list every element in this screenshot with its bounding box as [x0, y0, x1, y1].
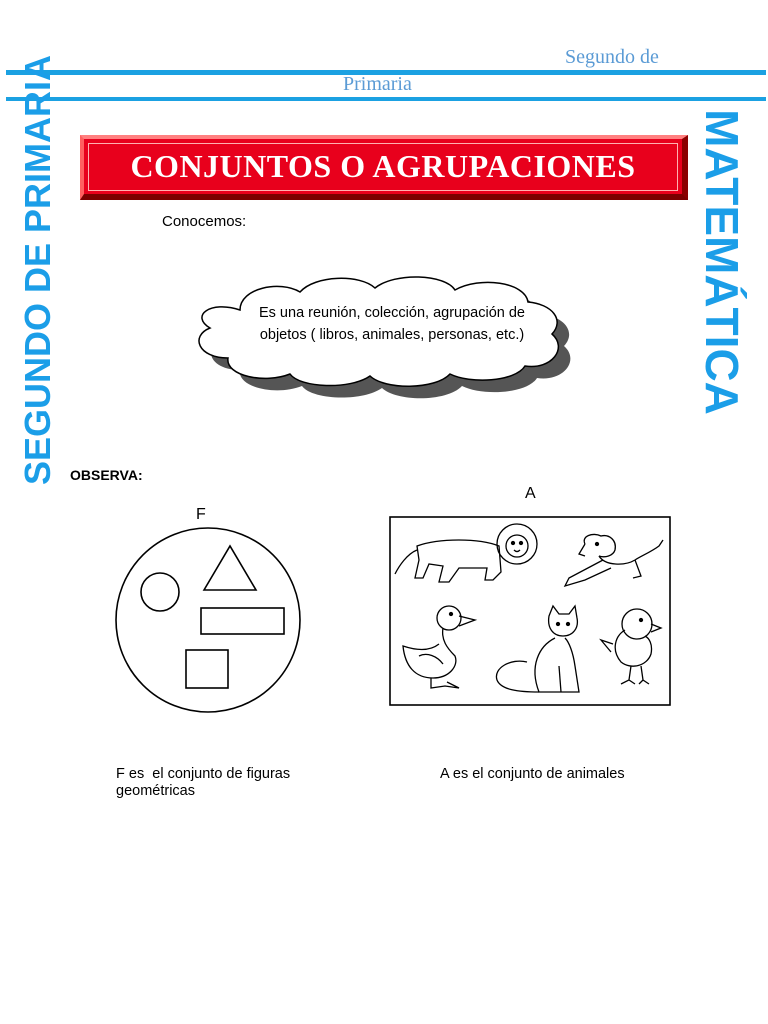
page-title: CONJUNTOS O AGRUPACIONES — [130, 148, 636, 184]
header-title-line2: Primaria — [343, 73, 412, 95]
square-shape — [186, 650, 228, 688]
intro-label: Conocemos: — [162, 213, 247, 230]
cloud-line-2: objetos ( libros, animales, personas, etc.) — [259, 327, 525, 343]
set-f-diagram — [112, 524, 308, 720]
set-f-caption-line-1: F es el conjunto de figuras — [116, 766, 291, 782]
set-a-boundary — [390, 517, 670, 705]
cloud-definition — [232, 302, 552, 346]
set-f-boundary — [116, 528, 300, 712]
header-rule-lower — [6, 97, 766, 101]
dog-icon — [565, 534, 663, 586]
circle-shape — [141, 573, 179, 611]
lion-icon — [395, 524, 537, 582]
left-vertical-label: SEGUNDO DE PRIMARIA — [17, 54, 58, 486]
chick-icon — [601, 609, 661, 684]
title-banner — [80, 135, 688, 200]
set-a-name: A — [525, 485, 536, 502]
set-a-diagram — [389, 516, 671, 706]
right-vertical-label: MATEMÁTICA — [696, 109, 748, 415]
set-f-name: F — [196, 506, 206, 523]
observe-label: OBSERVA: — [70, 467, 143, 483]
rectangle-shape — [201, 608, 284, 634]
cloud-line-1: Es una reunión, colección, agrupación de — [258, 305, 525, 321]
set-f-caption — [116, 766, 290, 800]
set-f-caption-line-2: geométricas — [116, 783, 195, 799]
cat-icon — [496, 606, 579, 692]
duck-icon — [403, 606, 475, 688]
triangle-shape — [204, 546, 256, 590]
set-a-caption: A es el conjunto de animales — [440, 766, 625, 782]
header-title-line1: Segundo de — [565, 46, 659, 68]
